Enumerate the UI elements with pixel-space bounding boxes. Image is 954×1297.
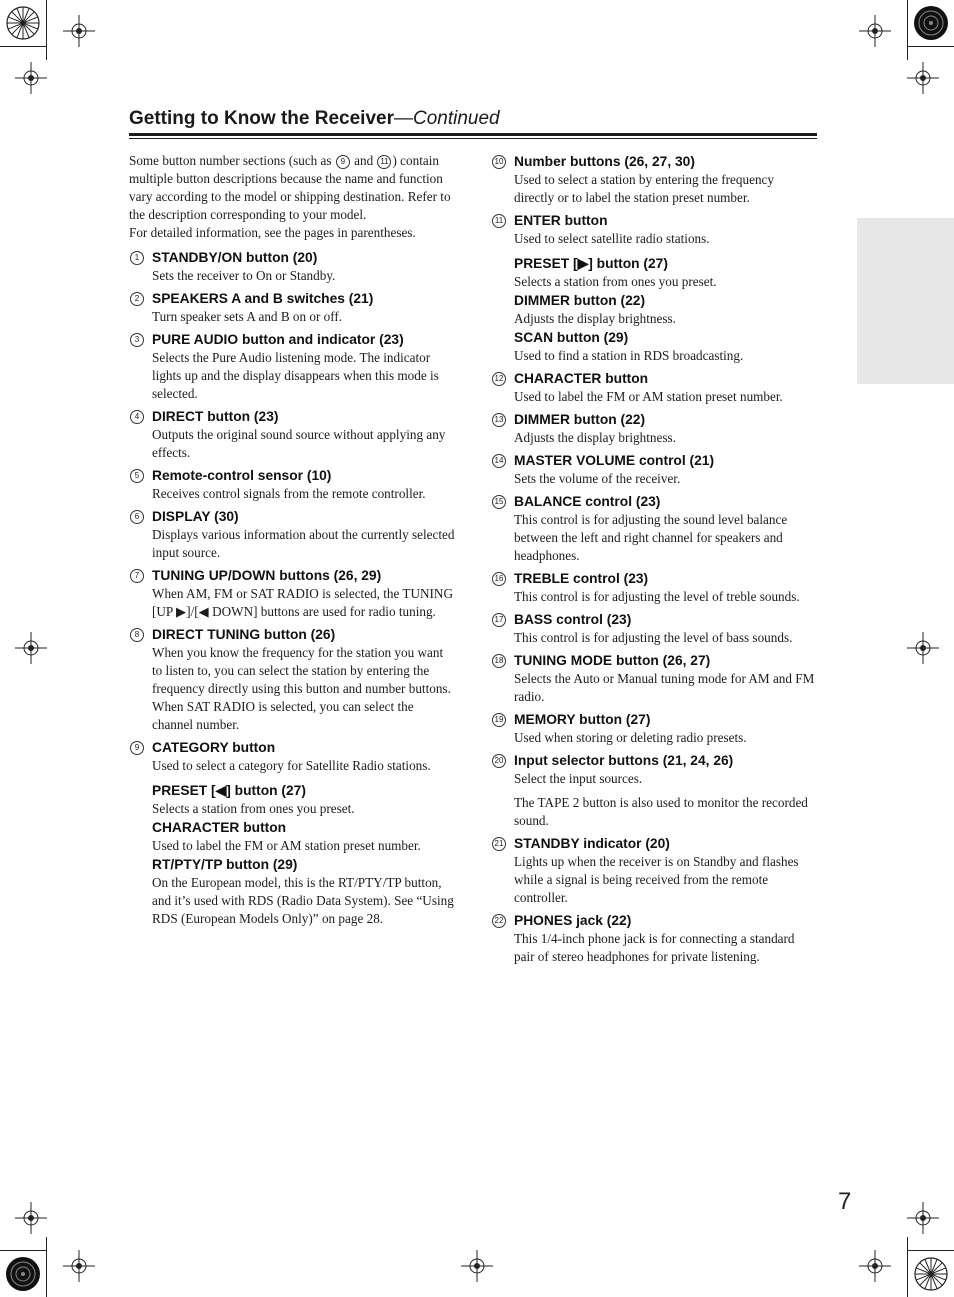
item-description: Used when storing or deleting radio presets. bbox=[514, 730, 747, 745]
item-description: This control is for adjusting the level of treble sounds. bbox=[514, 589, 800, 604]
item-subtitle: DIMMER button (22) bbox=[514, 293, 646, 308]
item-15 bbox=[491, 492, 816, 565]
crosshair-mark-icon bbox=[907, 632, 939, 664]
circled-number: 11 bbox=[492, 214, 506, 228]
item-19 bbox=[491, 710, 816, 747]
circled-number: 11 bbox=[377, 155, 391, 169]
item-title: TREBLE control (23) bbox=[514, 571, 649, 586]
item-subtitle: RT/PTY/TP button (29) bbox=[152, 857, 298, 872]
item-22 bbox=[491, 911, 816, 966]
intro-paragraph-1 bbox=[129, 152, 455, 224]
item-11 bbox=[491, 211, 816, 365]
item-description: This 1/4-inch phone jack is for connecting a standard pair of stereo headphones for private listening. bbox=[514, 931, 795, 964]
item-13 bbox=[491, 410, 816, 447]
item-title: DIRECT TUNING button (26) bbox=[152, 627, 336, 642]
circled-number: 14 bbox=[492, 454, 506, 468]
crop-line bbox=[907, 46, 954, 47]
crop-line bbox=[0, 46, 46, 47]
item-20 bbox=[491, 751, 816, 830]
crosshair-mark-icon bbox=[63, 15, 95, 47]
item-title: PHONES jack (22) bbox=[514, 913, 632, 928]
crosshair-mark-icon bbox=[15, 632, 47, 664]
item-12 bbox=[491, 369, 816, 406]
crosshair-mark-icon bbox=[461, 1250, 493, 1282]
item-subdescription: Used to find a station in RDS broadcasting. bbox=[514, 348, 744, 363]
crop-line bbox=[46, 1237, 47, 1297]
circled-number: 19 bbox=[492, 713, 506, 727]
item-6 bbox=[129, 507, 455, 562]
item-3 bbox=[129, 330, 455, 403]
circled-number: 5 bbox=[130, 469, 144, 483]
crosshair-mark-icon bbox=[859, 1250, 891, 1282]
intro-text-c: ) contain multiple button descriptions because the name and function vary according to the model or shipping destination. Refer to the description corresponding to your model. bbox=[129, 153, 451, 222]
item-subtitle: SCAN button (29) bbox=[514, 330, 629, 345]
item-subdescription: Adjusts the display brightness. bbox=[514, 311, 676, 326]
item-8 bbox=[129, 625, 455, 734]
item-title: DISPLAY (30) bbox=[152, 509, 239, 524]
circled-number: 1 bbox=[130, 251, 144, 265]
item-description: When you know the frequency for the station you want to listen to, you can select the station by entering the frequency directly using this button and number buttons. When SAT RADIO is selected, you can select the channel number. bbox=[152, 645, 451, 732]
crop-line bbox=[907, 0, 908, 60]
item-subdescription: On the European model, this is the RT/PTY/TP button, and it’s used with RDS (Radio Data System). See “Using RDS (European Models Only)” on page 28. bbox=[152, 875, 454, 926]
item-1 bbox=[129, 248, 455, 285]
item-title: MEMORY button (27) bbox=[514, 712, 651, 727]
item-subtitle: PRESET [◀] button (27) bbox=[152, 783, 306, 798]
item-5 bbox=[129, 466, 455, 503]
item-description: Sets the receiver to On or Standby. bbox=[152, 268, 336, 283]
item-16 bbox=[491, 569, 816, 606]
crop-line bbox=[0, 1250, 46, 1251]
circled-number: 13 bbox=[492, 413, 506, 427]
page-title-main: Getting to Know the Receiver bbox=[129, 108, 394, 129]
item-7 bbox=[129, 566, 455, 621]
item-subdescription: Selects a station from ones you preset. bbox=[514, 274, 717, 289]
circled-number: 22 bbox=[492, 914, 506, 928]
registration-starburst-icon bbox=[5, 5, 41, 41]
crosshair-mark-icon bbox=[15, 1202, 47, 1234]
circled-number: 6 bbox=[130, 510, 144, 524]
circled-number: 12 bbox=[492, 372, 506, 386]
item-title: ENTER button bbox=[514, 213, 608, 228]
side-tab bbox=[857, 218, 954, 384]
item-title: Input selector buttons (21, 24, 26) bbox=[514, 753, 734, 768]
item-description: Turn speaker sets A and B on or off. bbox=[152, 309, 343, 324]
intro-text bbox=[129, 152, 455, 242]
circled-number: 7 bbox=[130, 569, 144, 583]
item-title: MASTER VOLUME control (21) bbox=[514, 453, 715, 468]
item-title: STANDBY/ON button (20) bbox=[152, 250, 318, 265]
crop-line bbox=[46, 0, 47, 60]
item-9 bbox=[129, 738, 455, 928]
circled-number: 21 bbox=[492, 837, 506, 851]
circled-number: 20 bbox=[492, 754, 506, 768]
registration-target-icon bbox=[913, 5, 949, 41]
item-subtitle: PRESET [▶] button (27) bbox=[514, 256, 668, 271]
item-title: DIMMER button (22) bbox=[514, 412, 646, 427]
left-column bbox=[129, 152, 455, 932]
item-description-extra: The TAPE 2 button is also used to monitor the recorded sound. bbox=[514, 795, 808, 828]
circled-number: 15 bbox=[492, 495, 506, 509]
item-title: DIRECT button (23) bbox=[152, 409, 279, 424]
item-18 bbox=[491, 651, 816, 706]
crosshair-mark-icon bbox=[907, 62, 939, 94]
item-description: Adjusts the display brightness. bbox=[514, 430, 676, 445]
item-description: Select the input sources. bbox=[514, 771, 643, 786]
item-description: Used to select a station by entering the frequency directly or to label the station preset number. bbox=[514, 172, 774, 205]
item-description: Used to label the FM or AM station preset number. bbox=[514, 389, 783, 404]
crop-line bbox=[907, 1237, 908, 1297]
item-17 bbox=[491, 610, 816, 647]
item-description: Used to select a category for Satellite Radio stations. bbox=[152, 758, 431, 773]
intro-text-b: and bbox=[350, 153, 377, 168]
item-description: When AM, FM or SAT RADIO is selected, the TUNING [UP ▶]/[◀ DOWN] buttons are used for radio tuning. bbox=[152, 586, 453, 619]
item-title: CHARACTER button bbox=[514, 371, 649, 386]
item-10 bbox=[491, 152, 816, 207]
crosshair-mark-icon bbox=[907, 1202, 939, 1234]
item-14 bbox=[491, 451, 816, 488]
title-rule-thin bbox=[129, 138, 817, 139]
item-description: This control is for adjusting the level of bass sounds. bbox=[514, 630, 793, 645]
item-description: Receives control signals from the remote controller. bbox=[152, 486, 426, 501]
item-subtitle: CHARACTER button bbox=[152, 820, 287, 835]
item-title: BASS control (23) bbox=[514, 612, 632, 627]
item-title: SPEAKERS A and B switches (21) bbox=[152, 291, 374, 306]
item-title: STANDBY indicator (20) bbox=[514, 836, 670, 851]
circled-number: 18 bbox=[492, 654, 506, 668]
title-rule-thick bbox=[129, 133, 817, 136]
item-4 bbox=[129, 407, 455, 462]
page-title-continued: —Continued bbox=[393, 108, 500, 129]
item-title: BALANCE control (23) bbox=[514, 494, 661, 509]
circled-number: 9 bbox=[336, 155, 350, 169]
item-title: Remote-control sensor (10) bbox=[152, 468, 332, 483]
circled-number: 2 bbox=[130, 292, 144, 306]
page-number: 7 bbox=[838, 1188, 852, 1215]
right-column bbox=[491, 152, 816, 970]
registration-target-icon bbox=[5, 1256, 41, 1292]
item-title: TUNING MODE button (26, 27) bbox=[514, 653, 711, 668]
item-subdescription: Selects a station from ones you preset. bbox=[152, 801, 355, 816]
page-title bbox=[129, 108, 500, 130]
intro-text-a: Some button number sections (such as bbox=[129, 153, 335, 168]
item-description: Outputs the original sound source without applying any effects. bbox=[152, 427, 446, 460]
item-description: Used to select satellite radio stations. bbox=[514, 231, 710, 246]
circled-number: 9 bbox=[130, 741, 144, 755]
item-description: This control is for adjusting the sound level balance between the left and right channel for speakers and headphones. bbox=[514, 512, 788, 563]
registration-starburst-icon bbox=[913, 1256, 949, 1292]
item-description: Selects the Auto or Manual tuning mode for AM and FM radio. bbox=[514, 671, 815, 704]
crosshair-mark-icon bbox=[859, 15, 891, 47]
circled-number: 10 bbox=[492, 155, 506, 169]
circled-number: 16 bbox=[492, 572, 506, 586]
item-description: Lights up when the receiver is on Standby and flashes while a signal is being received from the remote controller. bbox=[514, 854, 799, 905]
item-title: PURE AUDIO button and indicator (23) bbox=[152, 332, 404, 347]
intro-paragraph-2: For detailed information, see the pages in parentheses. bbox=[129, 225, 416, 240]
item-21 bbox=[491, 834, 816, 907]
circled-number: 4 bbox=[130, 410, 144, 424]
crosshair-mark-icon bbox=[63, 1250, 95, 1282]
item-description: Selects the Pure Audio listening mode. The indicator lights up and the display disappears when this mode is selected. bbox=[152, 350, 439, 401]
circled-number: 17 bbox=[492, 613, 506, 627]
item-description: Sets the volume of the receiver. bbox=[514, 471, 681, 486]
crop-line bbox=[907, 1250, 954, 1251]
item-title: CATEGORY button bbox=[152, 740, 276, 755]
circled-number: 3 bbox=[130, 333, 144, 347]
crosshair-mark-icon bbox=[15, 62, 47, 94]
circled-number: 8 bbox=[130, 628, 144, 642]
item-subdescription: Used to label the FM or AM station preset number. bbox=[152, 838, 421, 853]
item-2 bbox=[129, 289, 455, 326]
item-description: Displays various information about the currently selected input source. bbox=[152, 527, 455, 560]
item-title: Number buttons (26, 27, 30) bbox=[514, 154, 695, 169]
item-title: TUNING UP/DOWN buttons (26, 29) bbox=[152, 568, 382, 583]
